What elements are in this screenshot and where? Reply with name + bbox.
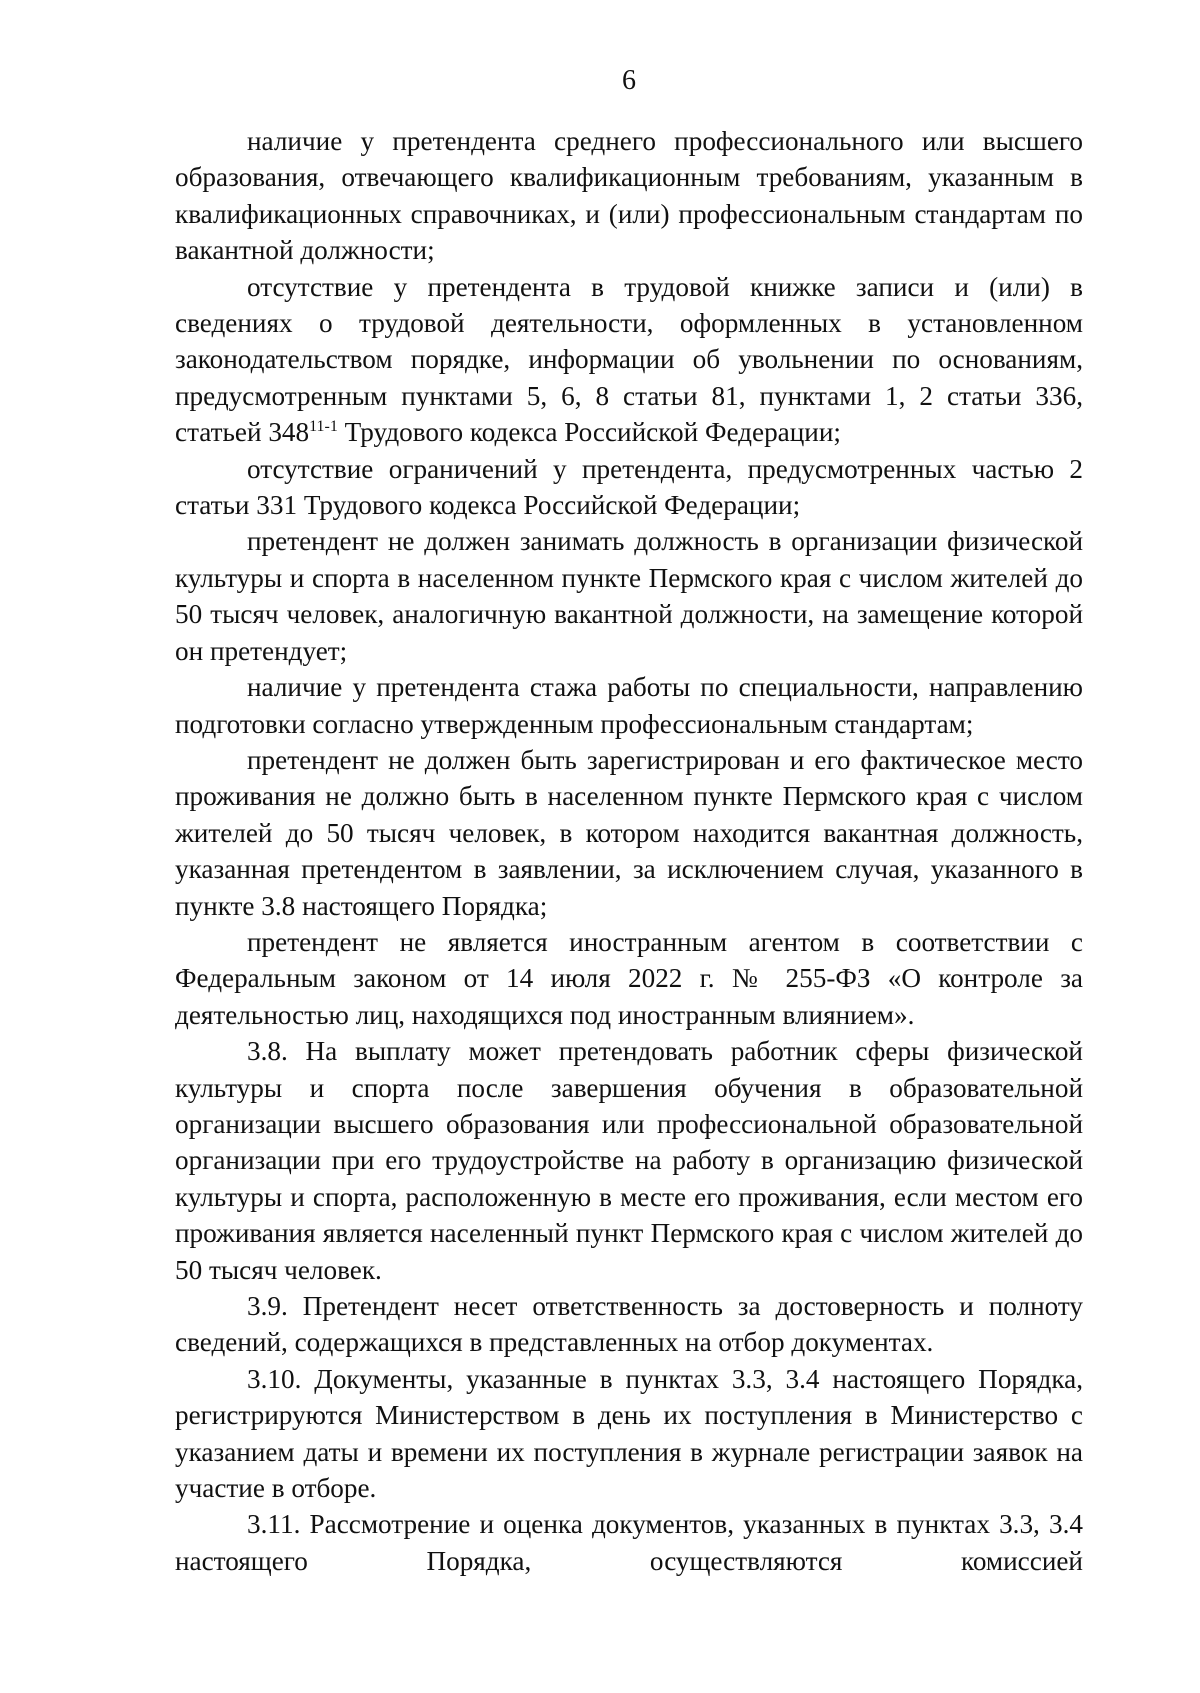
- paragraph-employment-record-text: отсутствие у претендента в трудовой книжке записи и (или) в сведениях о трудовой деятельности, оформленных в установленном законодательством порядке, информации об увольнении по основаниям, предусмотренным пунктами 5, 6, 8 статьи 81, пунктами 1, 2 статьи 336, статьей 348: [175, 271, 1083, 448]
- document-body: [175, 123, 1083, 1579]
- paragraph-foreign-agent: претендент не является иностранным агентом в соответствии с Федеральным законом от 14 июля 2022 г. № 255-ФЗ «О контроле за деятельностью лиц, находящихся под иностранным влиянием».: [175, 926, 1083, 1030]
- paragraph-clause-3-11: 3.11. Рассмотрение и оценка документов, указанных в пунктах 3.3, 3.4 настоящего Порядка, осуществляются комиссией: [175, 1509, 1083, 1576]
- paragraph-employment-record-tail: Трудового кодекса Российской Федерации;: [337, 417, 841, 448]
- paragraph-work-experience: наличие у претендента стажа работы по специальности, направлению подготовки согласно утвержденным профессиональным стандартам;: [175, 672, 1083, 739]
- article-superscript: 11-1: [309, 418, 338, 436]
- paragraph-education-requirement: наличие у претендента среднего профессионального или высшего образования, отвечающего квалификационным требованиям, указанным в квалификационных справочниках, и (или) профессиональным стандартам по вакантной должности;: [175, 126, 1083, 266]
- paragraph-residence: претендент не должен быть зарегистрирован и его фактическое место проживания не должно быть в населенном пункте Пермского края с числом жителей до 50 тысяч человек, в котором находится вакантная должность, указанная претендентом в заявлении, за исключением случая, указанного в пункте 3.8 настоящего Порядка;: [175, 744, 1083, 921]
- paragraph-clause-3-9: 3.9. Претендент несет ответственность за достоверность и полноту сведений, содержащихся в представленных на отбор документах.: [175, 1291, 1083, 1358]
- paragraph-clause-3-8: 3.8. На выплату может претендовать работник сферы физической культуры и спорта после завершения обучения в образовательной организации высшего образования или профессиональной образовательной организации при его трудоустройстве на работу в организацию физической культуры и спорта, расположенную в месте его проживания, если местом его проживания является населенный пункт Пермского края с числом жителей до 50 тысяч человек.: [175, 1036, 1083, 1285]
- paragraph-restrictions: отсутствие ограничений у претендента, предусмотренных частью 2 статьи 331 Трудового кодекса Российской Федерации;: [175, 453, 1083, 521]
- paragraph-no-similar-position: претендент не должен занимать должность в организации физической культуры и спорта в населенном пункте Пермского края с числом жителей до 50 тысяч человек, аналогичную вакантной должности, на замещение которой он претендует;: [175, 526, 1083, 666]
- paragraph-employment-record: [175, 269, 1083, 451]
- paragraph-clause-3-10: 3.10. Документы, указанные в пунктах 3.3, 3.4 настоящего Порядка, регистрируются Министерством в день их поступления в Министерство с указанием даты и времени их поступления в журнале регистрации заявок на участие в отборе.: [175, 1363, 1083, 1504]
- page-number: 6: [622, 65, 636, 96]
